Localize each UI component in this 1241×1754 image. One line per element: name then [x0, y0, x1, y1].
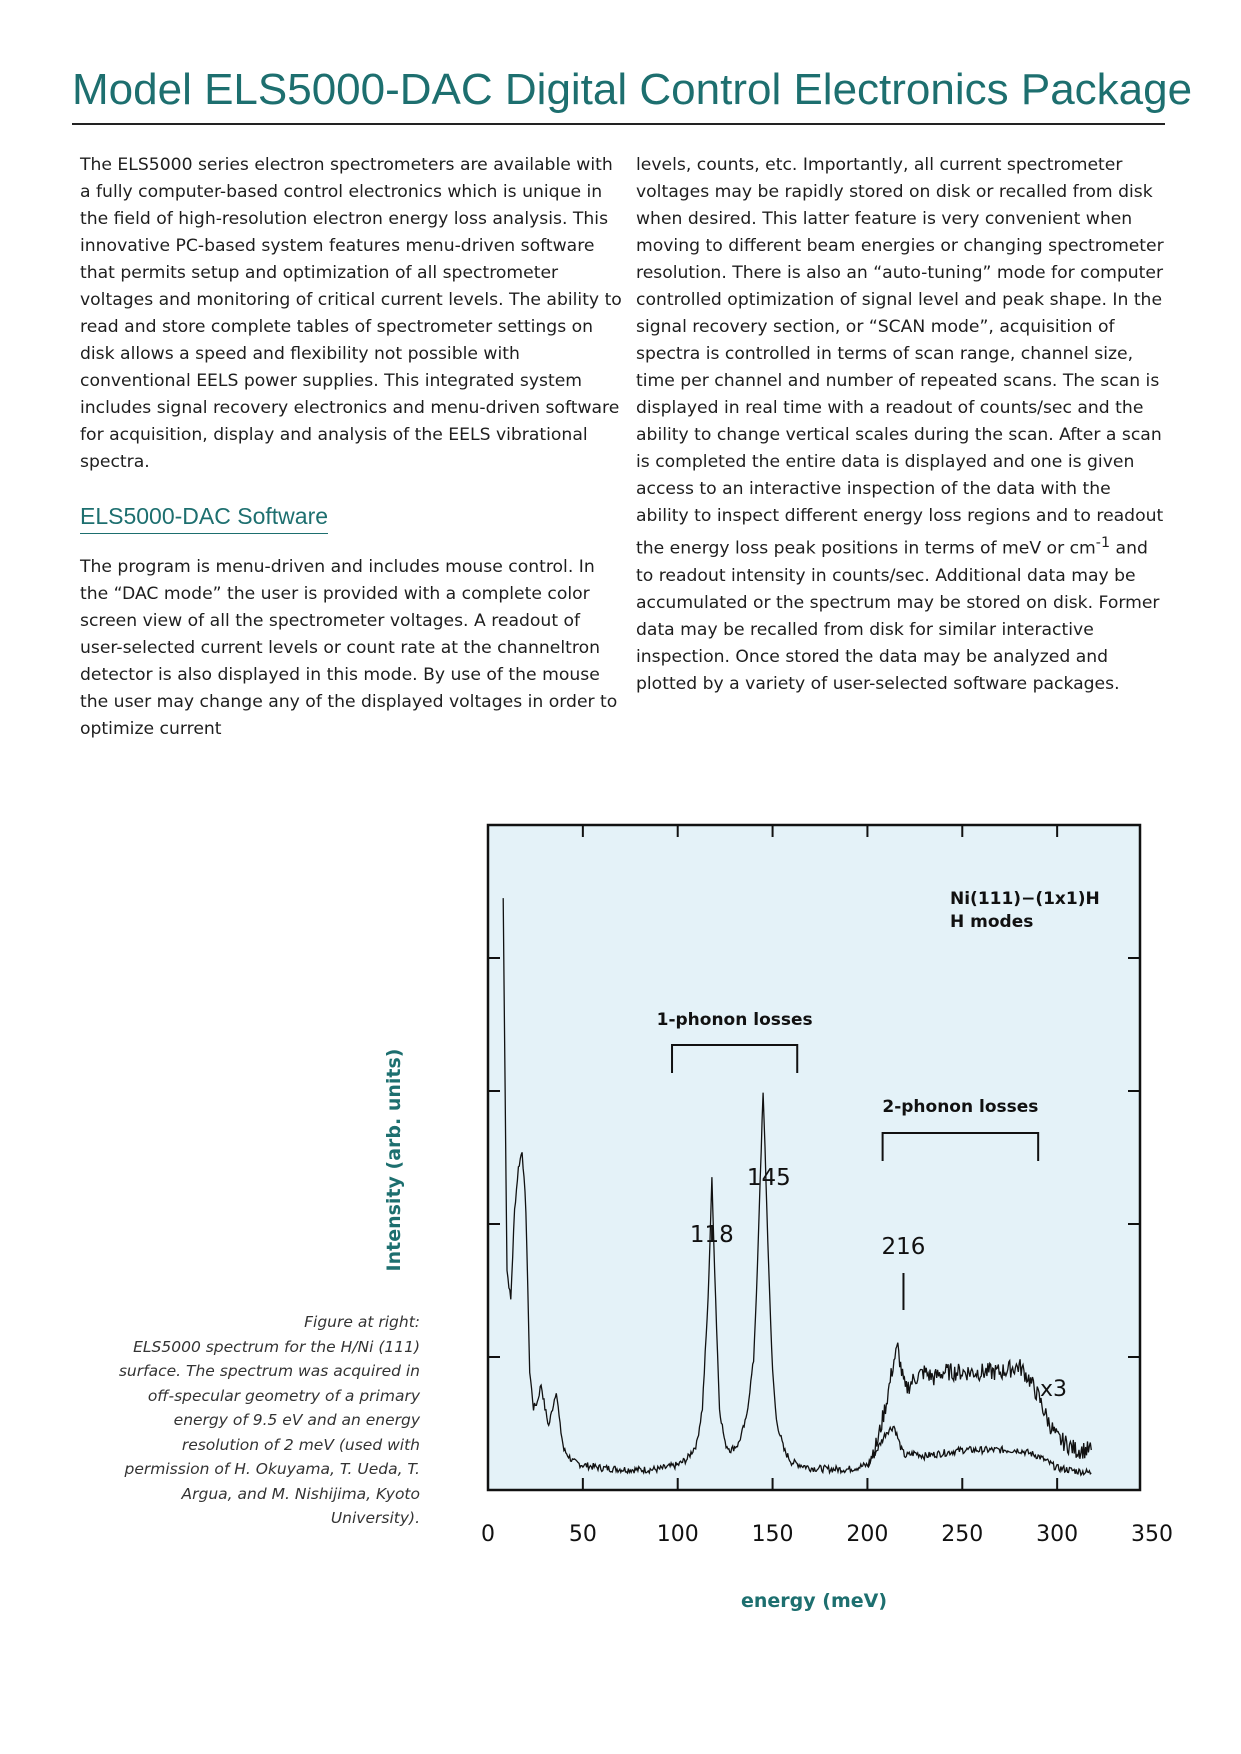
- x-tick-label: 100: [656, 1522, 699, 1547]
- page-title: Model ELS5000-DAC Digital Control Electronics Package: [72, 65, 1193, 114]
- x-tick-label: 150: [751, 1522, 794, 1547]
- continued-text-b: and to readout intensity in counts/sec. Additional data may be accumulated or the spectrum may be stored on disk. Former data may be recalled from disk for similar interactive inspection. Once stored the data may be analyzed and plotted by a variety of user-selected software packages.: [636, 538, 1160, 694]
- x-tick-labels: [481, 1522, 1173, 1547]
- x-axis-label: energy (meV): [740, 1590, 888, 1612]
- x-tick-label: 200: [846, 1522, 889, 1547]
- figure-caption: [100, 1310, 420, 1531]
- title-divider: [72, 123, 1165, 125]
- caption-heading: Figure at right:: [304, 1313, 420, 1331]
- x-tick-label: 50: [568, 1522, 597, 1547]
- y-axis-label: Intensity (arb. units): [383, 1048, 405, 1272]
- software-subheading: ELS5000-DAC Software: [80, 501, 328, 534]
- one-phonon-label: 1-phonon losses: [656, 1010, 813, 1030]
- x-tick-label: 300: [1036, 1522, 1079, 1547]
- sample-label: Ni(111)−(1x1)H: [950, 889, 1100, 909]
- cm-superscript: -1: [1095, 535, 1111, 551]
- software-paragraph: The program is menu-driven and includes mouse control. In the “DAC mode” the user is provided with a complete color screen view of all the spectrometer voltages. A readout of user-selected current levels or count rate at the channeltron detector is also displayed in this mode. By use of the mouse the user may change any of the displayed voltages in order to optimize current: [80, 557, 618, 739]
- intro-paragraph: The ELS5000 series electron spectrometers are available with a fully computer-based control electronics which is unique in the field of high-resolution electron energy loss analysis. This innovative PC-based system features menu-driven software that permits setup and optimization of all spectrometer voltages and monitoring of critical current levels. The ability to read and store complete tables of spectrometer settings on disk allows a speed and flexibility not possible with conventional EELS power supplies. This integrated system includes signal recovery electronics and menu-driven software for acquisition, display and analysis of the EELS vibrational spectra.: [80, 155, 622, 472]
- right-column: [636, 152, 1166, 698]
- peak-216-label: 216: [881, 1234, 926, 1260]
- eels-spectrum-chart: [383, 825, 1180, 1655]
- two-phonon-label: 2-phonon losses: [882, 1097, 1039, 1117]
- continued-text-a: levels, counts, etc. Importantly, all current spectrometer voltages may be rapidly stored on disk or recalled from disk when desired. This latter feature is very convenient when moving to different beam energies or changing spectrometer resolution. There is also an “auto-tuning” mode for computer controlled optimization of signal level and peak shape. In the signal recovery section, or “SCAN mode”, acquisition of spectra is controlled in terms of scan range, channel size, time per channel and number of repeated scans. The scan is displayed in real time with a readout of counts/sec and the ability to change vertical scales during the scan. After a scan is completed the entire data is displayed and one is given access to an interactive inspection of the data with the ability to inspect different energy loss regions and to readout the energy loss peak positions in terms of meV or cm: [636, 155, 1164, 559]
- x-tick-label: 0: [481, 1522, 495, 1547]
- x-tick-label: 250: [941, 1522, 984, 1547]
- peak-145-label: 145: [746, 1165, 791, 1191]
- caption-text: ELS5000 spectrum for the H/Ni (111) surface. The spectrum was acquired in off-specular geometry of a primary energy of 9.5 eV and an energy resolution of 2 meV (used with permission of H. Okuyama, T. Ueda, T. Argua, and M. Nishijima, Kyoto University).: [118, 1337, 420, 1527]
- modes-label: H modes: [950, 912, 1034, 932]
- left-column: [80, 152, 625, 743]
- x-tick-label: 350: [1131, 1522, 1173, 1547]
- peak-118-label: 118: [689, 1222, 734, 1248]
- continued-paragraph: [636, 152, 1166, 698]
- scale-factor-label: x3: [1040, 1377, 1068, 1402]
